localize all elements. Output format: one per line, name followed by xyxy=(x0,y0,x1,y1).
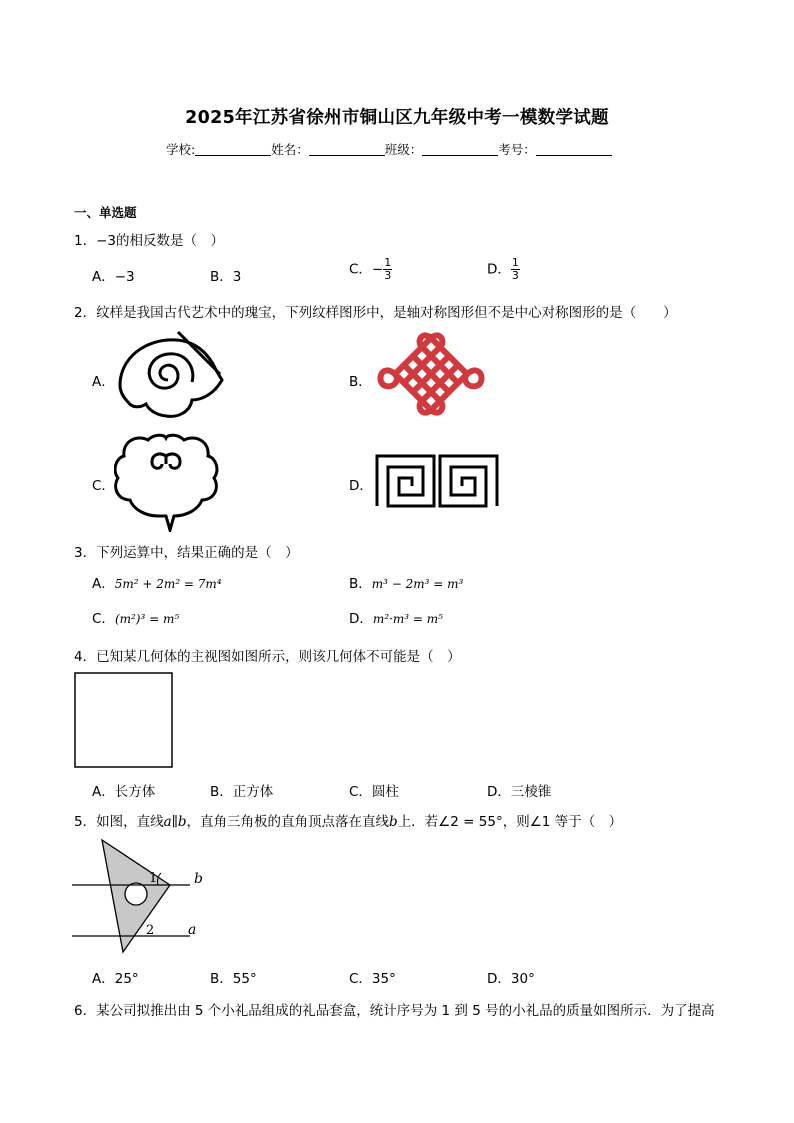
q3-option-c-label: C． xyxy=(92,611,115,627)
parallel-lines-triangle-figure xyxy=(72,836,212,954)
page-title: 2025年江苏省徐州市铜山区九年级中考一模数学试题 xyxy=(185,108,609,128)
q3-option-a-label: A． xyxy=(92,576,115,592)
q1-c-numerator: 1 xyxy=(384,256,392,269)
line-b-label: b xyxy=(194,871,203,887)
exam-no-label: 考号： xyxy=(498,142,536,157)
school-blank xyxy=(195,143,271,156)
square-spiral-pattern-image xyxy=(374,453,500,509)
school-label: 学校: xyxy=(166,142,196,157)
q5-stem-part3: 上．若∠2 = 55°，则∠1 等于（ ） xyxy=(397,814,623,830)
q1-option-c-fraction xyxy=(383,257,392,282)
q5-stem-line-b: b xyxy=(389,814,398,830)
chinese-knot-image xyxy=(372,332,490,418)
q3-option-d-label: D． xyxy=(349,611,373,627)
q1-option-d xyxy=(487,257,520,282)
q3-option-b xyxy=(349,572,463,592)
q1-option-d-prefix: D． xyxy=(487,261,511,278)
line-a-label: a xyxy=(188,922,197,938)
q2-option-a: A． xyxy=(92,374,115,390)
symmetric-cloud-image xyxy=(114,430,226,532)
front-view-square-image xyxy=(74,672,174,769)
q1-option-d-fraction xyxy=(511,257,520,282)
q3-option-d-expr: m²·m³ = m⁵ xyxy=(372,612,443,626)
class-blank xyxy=(422,143,498,156)
angle-1-label: 1 xyxy=(149,871,158,886)
q4-stem: 4．已知某几何体的主视图如图所示，则该几何体不可能是（ ） xyxy=(74,649,461,665)
q3-option-b-label: B． xyxy=(349,576,372,592)
q4-option-b: B．正方体 xyxy=(210,784,274,800)
q1-stem: 1．−3的相反数是（ ） xyxy=(74,233,224,249)
q1-option-b: B．3 xyxy=(210,269,242,285)
q2-option-d: D． xyxy=(349,478,373,494)
q5-stem xyxy=(74,810,622,830)
q3-option-b-expr: m³ − 2m³ = m³ xyxy=(371,577,464,591)
q5-option-c: C．35° xyxy=(349,971,396,987)
q2-option-b: B． xyxy=(349,374,372,390)
class-label: 班级： xyxy=(384,142,423,157)
q1-c-denominator: 3 xyxy=(384,269,392,282)
q4-option-c: C．圆柱 xyxy=(349,784,399,800)
name-label: 姓名： xyxy=(271,142,309,157)
q5-stem-part1: 5．如图，直线 xyxy=(74,814,164,830)
q5-option-d: D．30° xyxy=(487,971,535,987)
q1-option-c-prefix: C．− xyxy=(349,261,384,278)
set-square-hole xyxy=(125,883,147,905)
q5-stem-part2: ，直角三角板的直角顶点落在直线 xyxy=(186,814,390,830)
q5-option-a: A．25° xyxy=(92,971,139,987)
q3-option-a xyxy=(92,572,222,592)
section-heading: 一、单选题 xyxy=(74,205,137,220)
q3-option-d xyxy=(349,607,443,627)
q1-option-c xyxy=(349,257,392,282)
q1-d-numerator: 1 xyxy=(511,256,519,269)
name-blank xyxy=(309,143,385,156)
q4-option-d: D．三棱锥 xyxy=(487,784,552,800)
q1-option-a: A．−3 xyxy=(92,269,135,285)
q4-option-a: A．长方体 xyxy=(92,784,156,800)
q1-d-denominator: 3 xyxy=(511,269,519,282)
q5-option-b: B．55° xyxy=(210,971,257,987)
angle-2-label: 2 xyxy=(146,923,155,938)
q3-option-c-expr: (m²)³ = m⁵ xyxy=(114,612,180,626)
q2-stem: 2．纹样是我国古代艺术中的瑰宝，下列纹样图形中，是轴对称图形但不是中心对称图形的是（ ） xyxy=(74,305,677,321)
q2-option-c: C． xyxy=(92,478,115,494)
q5-stem-parallel: a∥b xyxy=(163,814,187,830)
q3-option-c xyxy=(92,607,179,627)
cloud-spiral-pattern-image xyxy=(116,330,224,422)
q6-stem: 6．某公司拟推出由 5 个小礼品组成的礼品套盒，统计序号为 1 到 5 号的小礼品的质量如图所示．为了提高 xyxy=(74,1003,715,1019)
exam-no-blank xyxy=(536,143,612,156)
q3-stem: 3．下列运算中，结果正确的是（ ） xyxy=(74,545,299,561)
q3-option-a-expr: 5m² + 2m² = 7m⁴ xyxy=(114,577,222,591)
student-info-line xyxy=(166,140,612,158)
knot-strokes xyxy=(380,335,481,412)
